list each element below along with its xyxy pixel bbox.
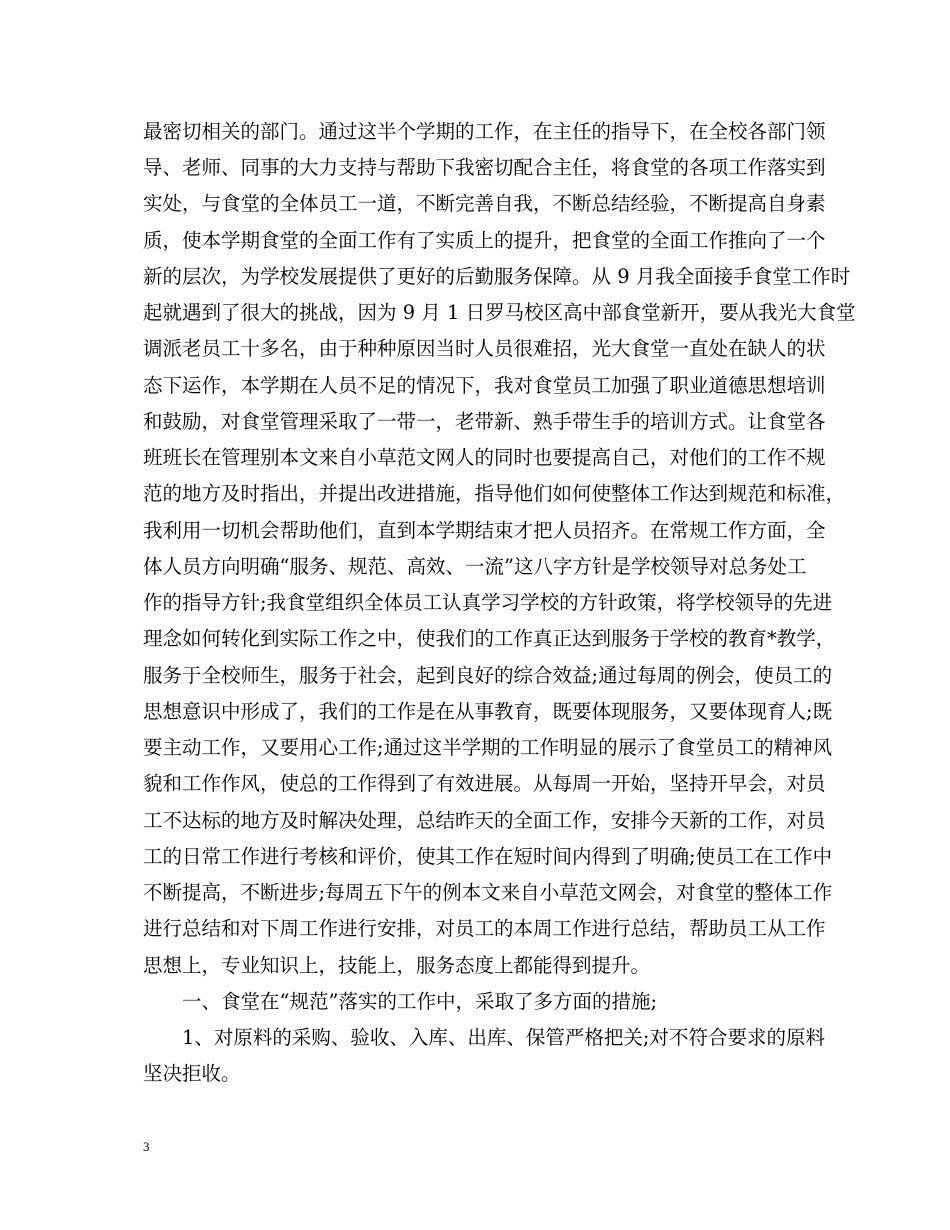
- body-text-line: 起就遇到了很大的挑战，因为 9 月 1 日罗马校区高中部食堂新开，要从我光大食堂: [143, 301, 856, 324]
- body-text-line: 服务于全校师生，服务于社会，起到良好的综合效益;通过每周的例会，使员工的: [143, 664, 833, 687]
- body-text-line: 作的指导方针;我食堂组织全体员工认真学习学校的方针政策，将学校领导的先进: [143, 591, 833, 614]
- body-text-line: 实处，与食堂的全体员工一道，不断完善自我，不断总结经验，不断提高自身素: [143, 192, 826, 215]
- body-text-line: 态下运作，本学期在人员不足的情况下，我对食堂员工加强了职业道德思想培训: [143, 374, 826, 397]
- page-number: 3: [143, 1139, 150, 1154]
- body-text-line: 最密切相关的部门。通过这半个学期的工作，在主任的指导下，在全校各部门领: [143, 120, 826, 143]
- body-text-line: 要主动工作，又要用心工作;通过这半学期的工作明显的展示了食堂员工的精神风: [143, 736, 833, 759]
- body-text-line: 新的层次，为学校发展提供了更好的后勤服务保障。从 9 月我全面接手食堂工作时: [143, 265, 851, 288]
- body-text-line: 质，使本学期食堂的全面工作有了实质上的提升，把食堂的全面工作推向了一个: [143, 229, 826, 252]
- body-text-line: 和鼓励，对食堂管理采取了一带一，老带新、熟手带生手的培训方式。让食堂各: [143, 410, 826, 433]
- body-text-line: 思想上，专业知识上，技能上，服务态度上都能得到提升。: [143, 954, 651, 977]
- body-text-line: 不断提高，不断进步;每周五下午的例本文来自小草范文网会，对食堂的整体工作: [143, 881, 833, 904]
- body-text-line: 我利用一切机会帮助他们，直到本学期结束才把人员招齐。在常规工作方面，全: [143, 519, 826, 542]
- body-text-line: 体人员方向明确“服务、规范、高效、一流”这八字方针是学校领导对总务处工: [143, 555, 807, 578]
- body-text-line: 理念如何转化到实际工作之中，使我们的工作真正达到服务于学校的教育*教学，: [143, 627, 836, 650]
- body-text-line: 班班长在管理别本文来自小草范文网人的同时也要提高自己，对他们的工作不规: [143, 446, 826, 469]
- body-text-line: 工的日常工作进行考核和评价，使其工作在短时间内得到了明确;使员工在工作中: [143, 845, 833, 868]
- list-item-line: 1、对原料的采购、验收、入库、出库、保管严格把关;对不符合要求的原料: [182, 1026, 825, 1049]
- body-text-line: 思想意识中形成了，我们的工作是在从事教育，既要体现服务，又要体现育人;既: [143, 700, 833, 723]
- list-item-line: 坚决拒收。: [143, 1062, 241, 1085]
- body-text-line: 导、老师、同事的大力支持与帮助下我密切配合主任，将食堂的各项工作落实到: [143, 156, 826, 179]
- body-text-line: 调派老员工十多名，由于种种原因当时人员很难招，光大食堂一直处在缺人的状: [143, 337, 826, 360]
- body-text-line: 工不达标的地方及时解决处理，总结昨天的全面工作，安排今天新的工作，对员: [143, 809, 826, 832]
- section-heading: 一、食堂在“规范”落实的工作中，采取了多方面的措施;: [182, 990, 658, 1013]
- body-text-line: 进行总结和对下周工作进行安排，对员工的本周工作进行总结，帮助员工从工作: [143, 917, 826, 940]
- body-text-line: 貌和工作作风，使总的工作得到了有效进展。从每周一开始，坚持开早会，对员: [143, 772, 826, 795]
- body-text-line: 范的地方及时指出，并提出改进措施，指导他们如何使整体工作达到规范和标准，: [143, 482, 846, 505]
